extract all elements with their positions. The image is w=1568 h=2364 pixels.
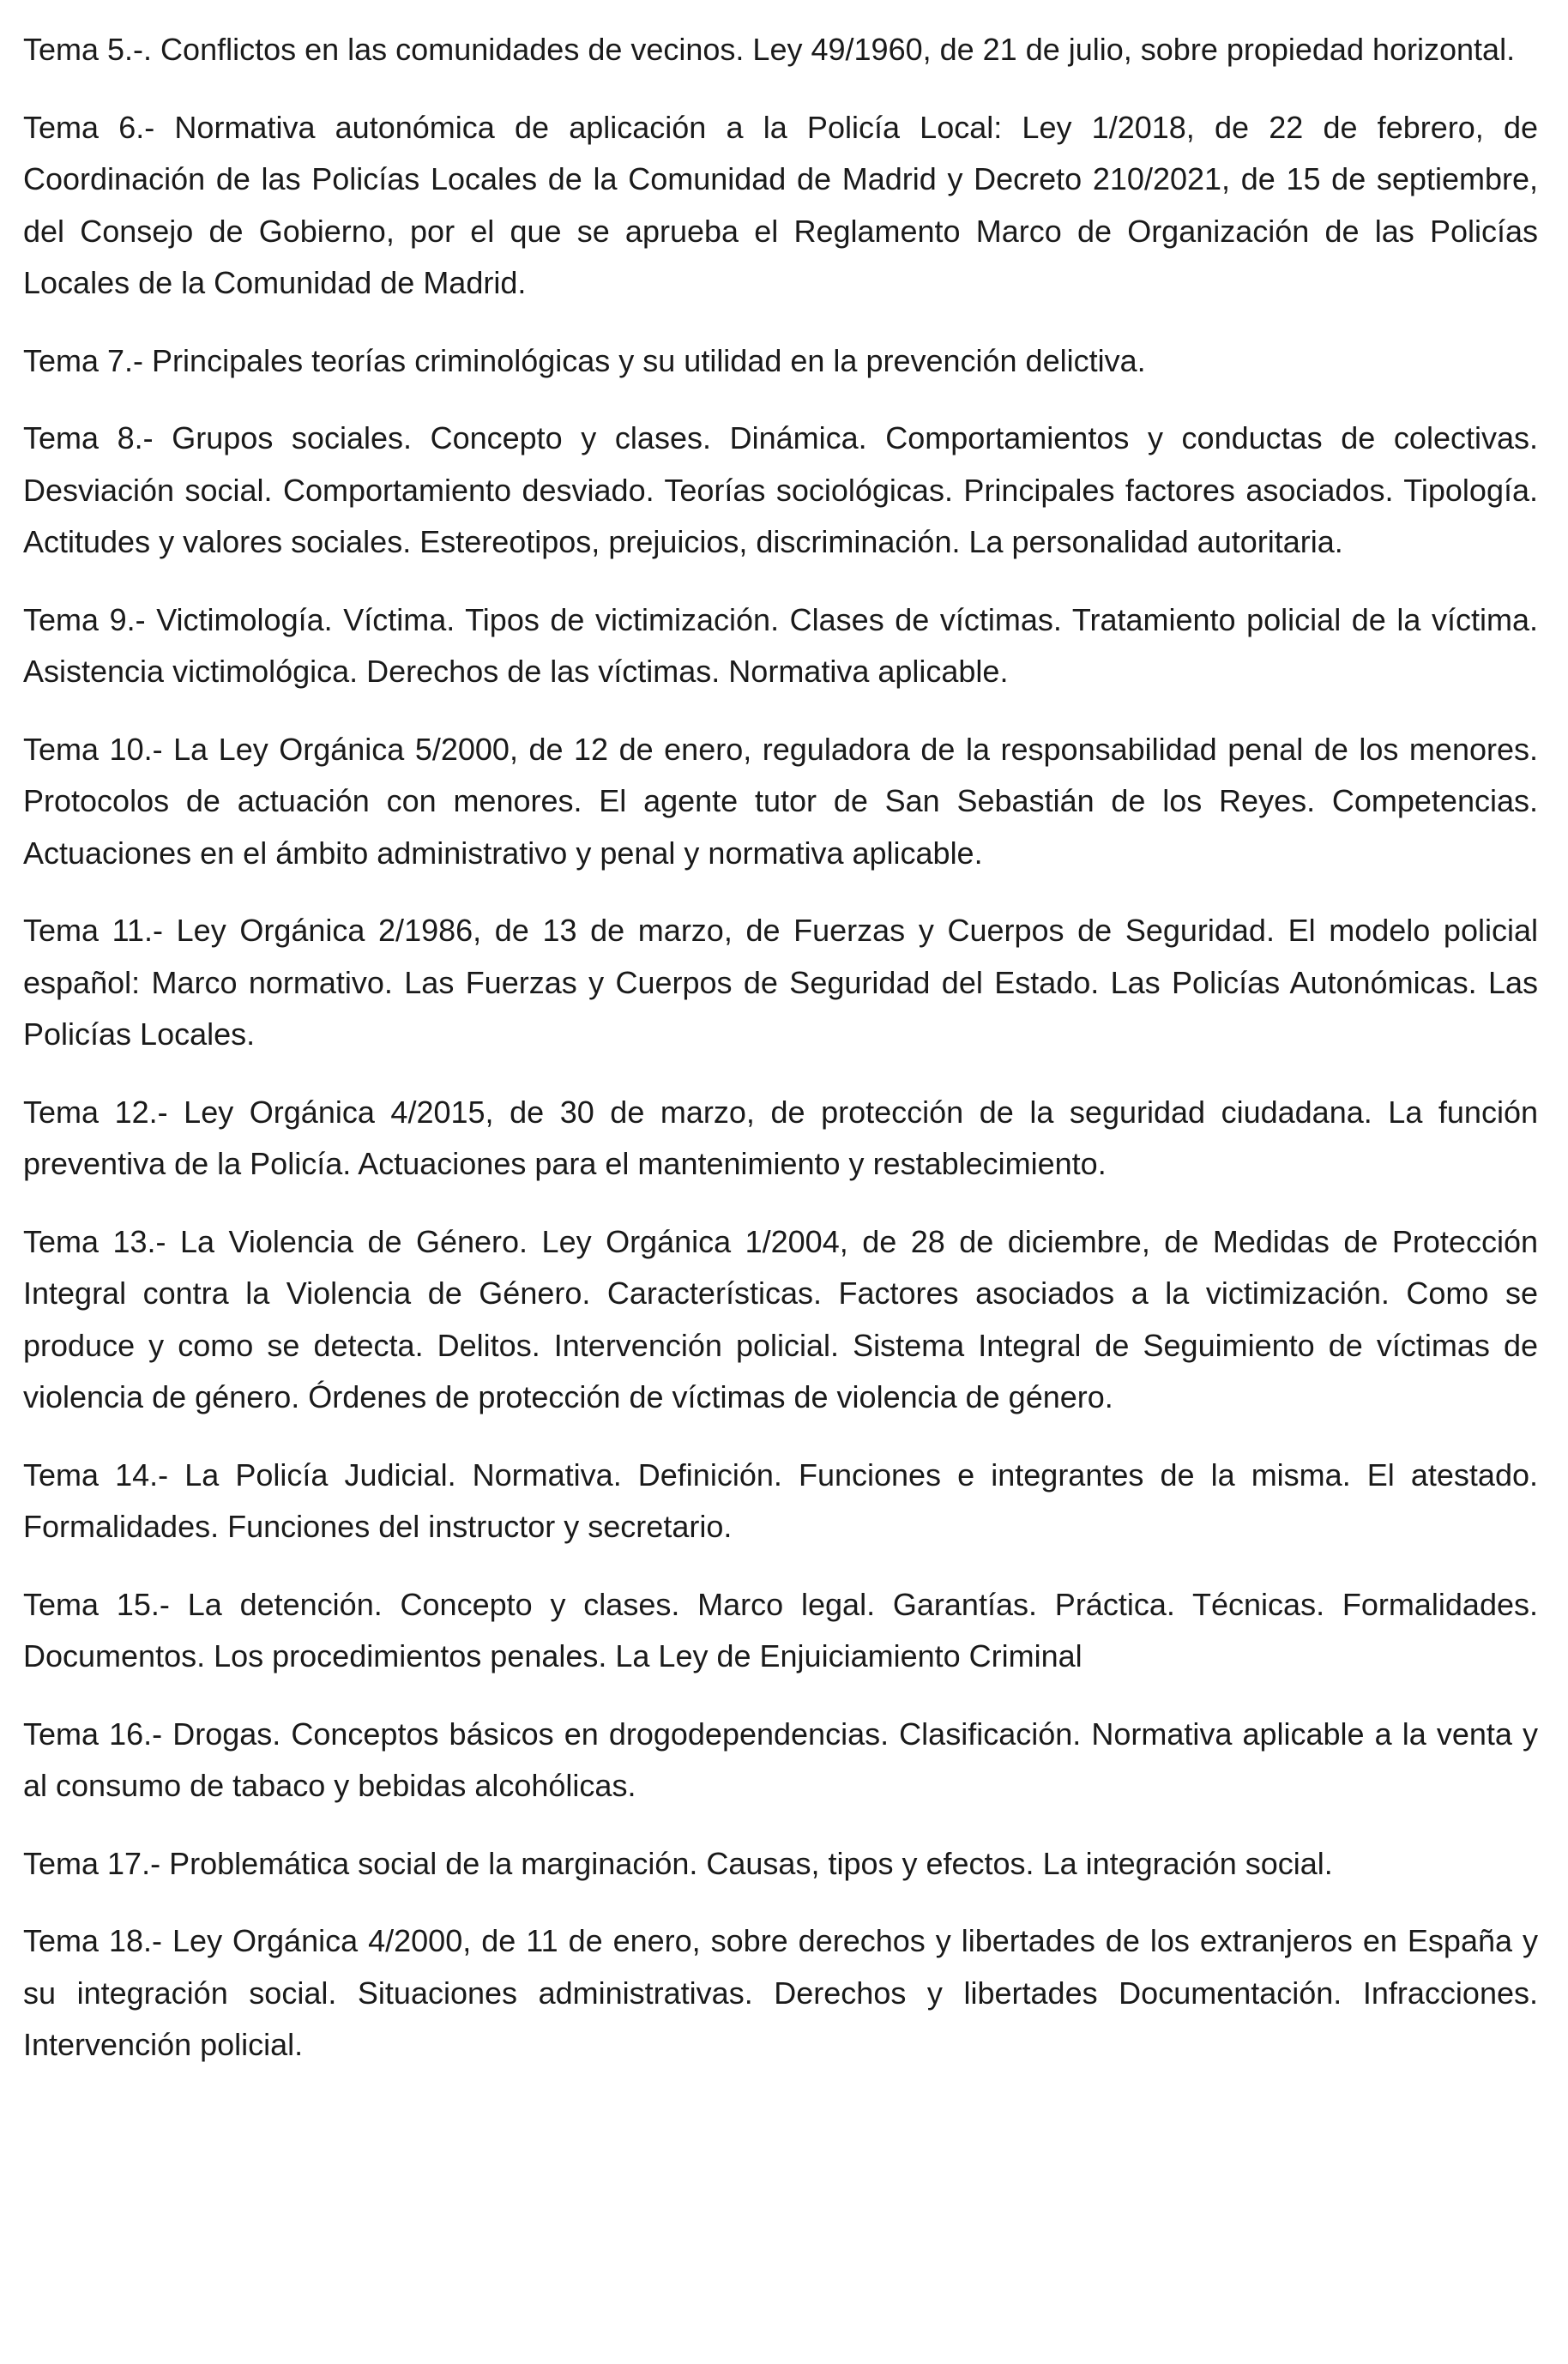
tema-9: Tema 9.- Victimología. Víctima. Tipos de victimización. Clases de víctimas. Tratamiento policial de la víctima. Asistencia victimológica. Derechos de las víctimas. Normativa aplicable. (23, 601, 1538, 689)
tema-17: Tema 17.- Problemática social de la marginación. Causas, tipos y efectos. La integración social. (23, 1845, 1333, 1881)
tema-12: Tema 12.- Ley Orgánica 4/2015, de 30 de marzo, de protección de la seguridad ciudadana. La función preventiva de la Policía. Actuaciones para el mantenimiento y restablecimiento. (23, 1094, 1538, 1181)
tema-16: Tema 16.- Drogas. Conceptos básicos en drogodependencias. Clasificación. Normativa aplicable a la venta y al consumo de tabaco y bebidas alcohólicas. (23, 1716, 1538, 1803)
tema-8: Tema 8.- Grupos sociales. Concepto y clases. Dinámica. Comportamientos y conductas de colectivas. Desviación social. Comportamiento desviado. Teorías sociológicas. Principales factores asociados. Tipología. Actitudes y valores sociales. Estereotipos, prejuicios, discriminación. La personalidad autoritaria. (23, 420, 1538, 559)
tema-15: Tema 15.- La detención. Concepto y clases. Marco legal. Garantías. Práctica. Técnicas. Formalidades. Documentos. Los procedimientos penales. La Ley de Enjuiciamiento Criminal (23, 1586, 1538, 1673)
tema-11: Tema 11.- Ley Orgánica 2/1986, de 13 de marzo, de Fuerzas y Cuerpos de Seguridad. El modelo policial español: Marco normativo. Las Fuerzas y Cuerpos de Seguridad del Estado. Las Policías Autonómicas. Las Policías Locales. (23, 913, 1538, 1052)
tema-18: Tema 18.- Ley Orgánica 4/2000, de 11 de enero, sobre derechos y libertades de los extranjeros en España y su integración social. Situaciones administrativas. Derechos y libertades Documentación. Infracciones. Intervención policial. (23, 1923, 1538, 2062)
tema-6: Tema 6.- Normativa autonómica de aplicación a la Policía Local: Ley 1/2018, de 22 de febrero, de Coordinación de las Policías Locales de la Comunidad de Madrid y Decreto 210/2021, de 15 de septiembre, del Consejo de Gobierno, por el que se aprueba el Reglamento Marco de Organización de las Policías Locales de la Comunidad de Madrid. (23, 109, 1538, 300)
tema-5: Tema 5.-. Conflictos en las comunidades de vecinos. Ley 49/1960, de 21 de julio, sobre propiedad horizontal. (23, 32, 1516, 67)
tema-14: Tema 14.- La Policía Judicial. Normativa. Definición. Funciones e integrantes de la misma. El atestado. Formalidades. Funciones del instructor y secretario. (23, 1456, 1538, 1544)
tema-7: Tema 7.- Principales teorías criminológicas y su utilidad en la prevención delictiva. (23, 342, 1146, 378)
tema-10: Tema 10.- La Ley Orgánica 5/2000, de 12 de enero, reguladora de la responsabilidad penal de los menores. Protocolos de actuación con menores. El agente tutor de San Sebastián de los Reyes. Competencias. Actuaciones en el ámbito administrativo y penal y normativa aplicable. (23, 731, 1538, 871)
document-page (23, 24, 1538, 2340)
tema-13: Tema 13.- La Violencia de Género. Ley Orgánica 1/2004, de 28 de diciembre, de Medidas de Protección Integral contra la Violencia de Género. Características. Factores asociados a la victimización. Como se produce y como se detecta. Delitos. Intervención policial. Sistema Integral de Seguimiento de víctimas de violencia de género. Órdenes de protección de víctimas de violencia de género. (23, 1223, 1538, 1414)
